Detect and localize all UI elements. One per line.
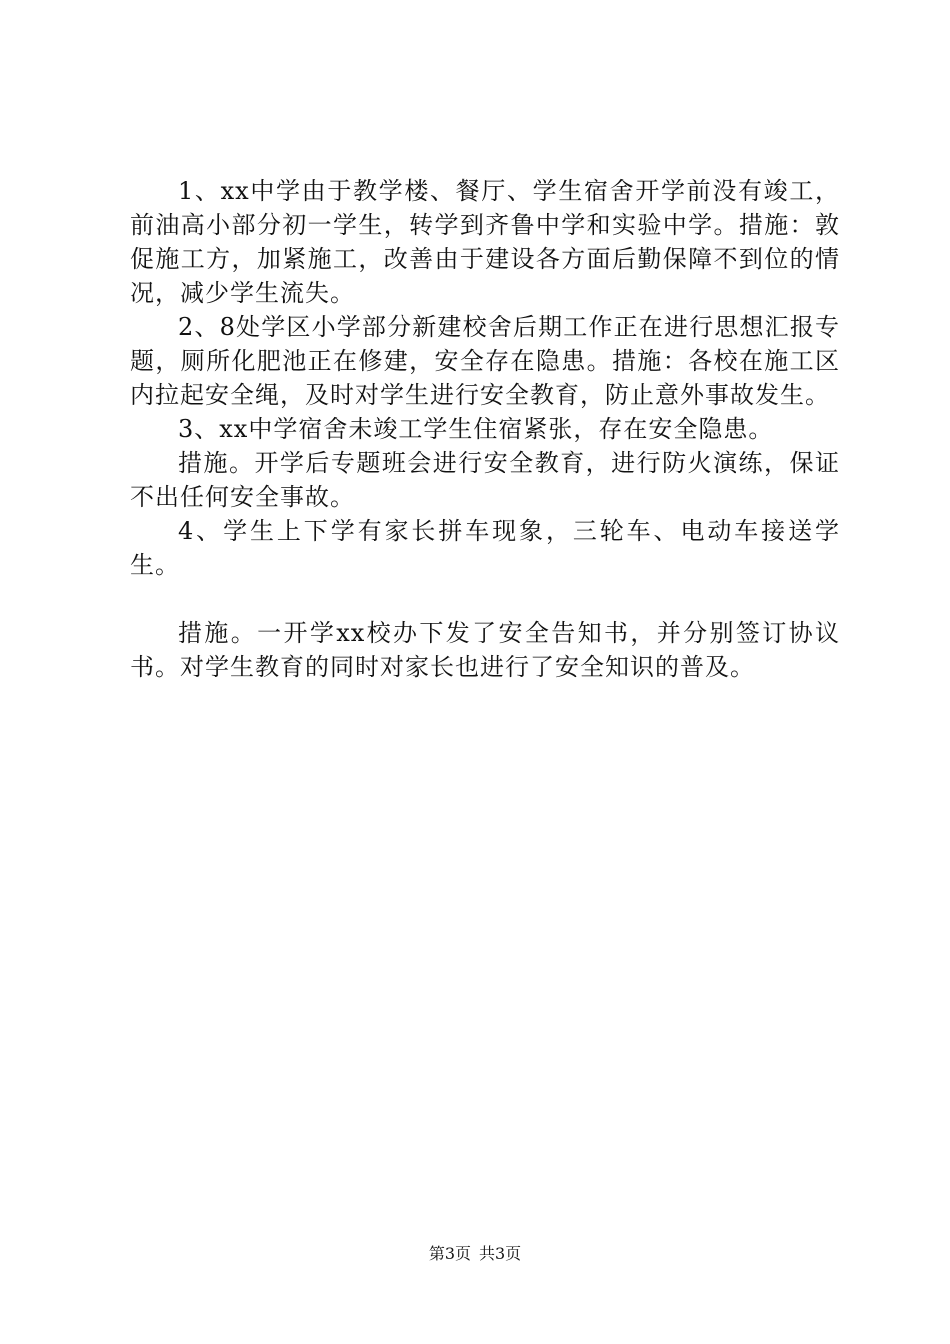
paragraph-item-4: 4、学生上下学有家长拼车现象，三轮车、电动车接送学生。 <box>130 517 840 579</box>
document-body <box>130 174 840 684</box>
paragraph-measures-4: 措施。一开学xx校办下发了安全告知书，并分别签订协议书。对学生教育的同时对家长也进行了安全知识的普及。 <box>130 619 840 681</box>
page-number-total: 共3页 <box>479 1244 522 1263</box>
page-footer <box>0 1244 950 1264</box>
page-number-current: 第3页 <box>428 1244 471 1263</box>
paragraph-gap <box>130 582 840 616</box>
paragraph-item-1: 1、xx中学由于教学楼、餐厅、学生宿舍开学前没有竣工，前油高小部分初一学生，转学到齐鲁中学和实验中学。措施：敦促施工方，加紧施工，改善由于建设各方面后勤保障不到位的情况，减少学生流失。 <box>130 177 840 307</box>
paragraph-measures-3: 措施。开学后专题班会进行安全教育，进行防火演练，保证不出任何安全事故。 <box>130 449 840 511</box>
paragraph-item-3: 3、xx中学宿舍未竣工学生住宿紧张，存在安全隐患。 <box>178 415 774 443</box>
paragraph-item-2: 2、8处学区小学部分新建校舍后期工作正在进行思想汇报专题，厕所化肥池正在修建，安全存在隐患。措施：各校在施工区内拉起安全绳，及时对学生进行安全教育，防止意外事故发生。 <box>130 313 840 409</box>
